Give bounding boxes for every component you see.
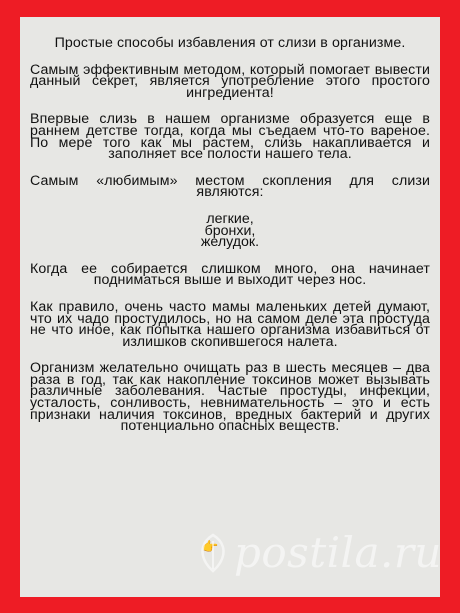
postila-logo-icon — [196, 533, 230, 573]
pointing-hand-icon: 👉 — [202, 539, 219, 554]
text-card — [20, 17, 440, 597]
cleanse-paragraph: Организм желательно очищать раз в шесть месяцев – два раза в год, так как накопление токсинов может вызывать различные заболевания. Частые простуды, инфекции, усталость, сонливость, невнимательность – это и есть признаки наличия токсинов, вредных бактерий и других потенциально опасных веществ. — [30, 360, 430, 435]
article-title: Простые способы избавления от слизи в организме. — [54, 35, 406, 51]
list-item: желудок. — [200, 234, 260, 251]
places-intro-paragraph: Самым «любимым» местом скопления для слизи являются: — [30, 172, 430, 201]
list-item: легкие, — [206, 210, 254, 227]
rise-paragraph: Когда ее собирается слишком много, она начинает подниматься выше и выходит через нос. — [30, 260, 430, 289]
origin-paragraph: Впервые слизь в нашем организме образуется еще в раннем детстве тогда, когда мы съедаем что-то вареное. По мере того как мы растем, слизь накапливается и заполняет все полости нашего тела. — [30, 111, 430, 163]
places-list — [30, 210, 430, 251]
list-item: бронхи, — [204, 222, 256, 239]
watermark — [196, 528, 442, 577]
watermark-text: postila.ru — [234, 528, 442, 577]
intro-paragraph: Самым эффективным методом, который помогает вывести данный секрет, является употребление этого простого ингредиента! — [30, 61, 430, 101]
colds-paragraph: Как правило, очень часто мамы маленьких детей думают, что их чадо простудилось, но на самом деле эта простуда не что иное, как попытка нашего организма избавиться от излишков скопившегося налета. — [30, 298, 430, 350]
